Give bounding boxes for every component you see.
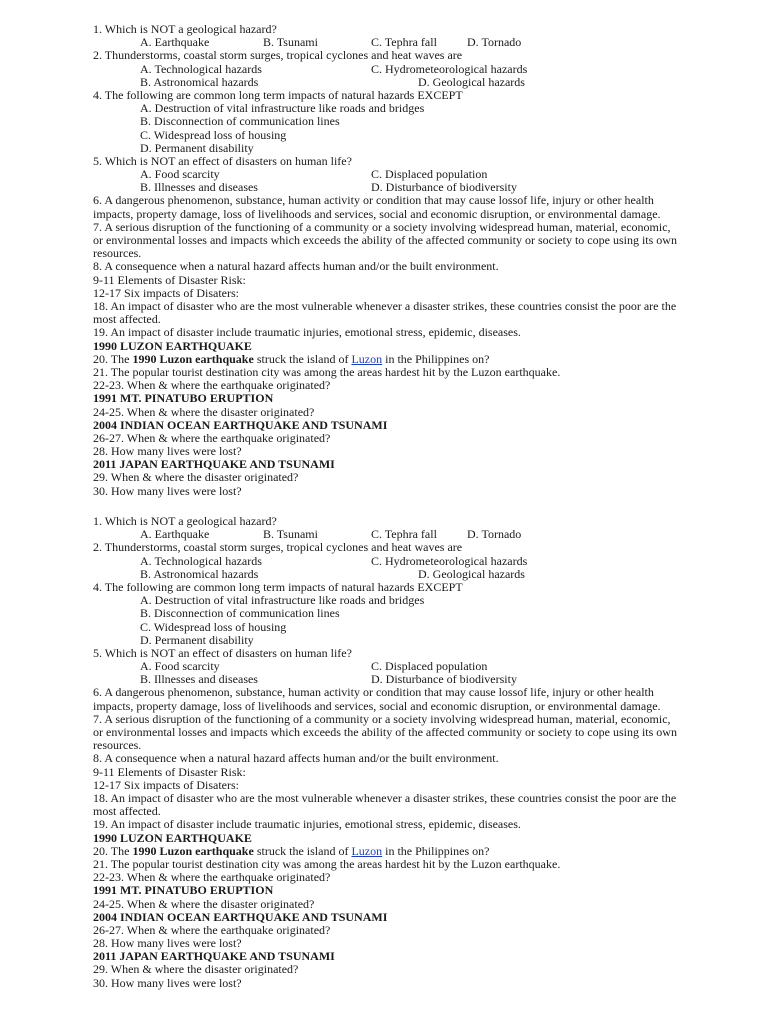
option-a: A. Technological hazards [140, 553, 262, 568]
question-9-11: 9-11 Elements of Disaster Risk: [93, 272, 246, 287]
question-6: 6. A dangerous phenomenon, substance, human activity or condition that may cause lossof life, injury or other health impacts, property damage, loss of livelihoods and services, social and economic disruption, or environmental damage. [93, 193, 661, 221]
heading-1991-pinatubo: 1991 MT. PINATUBO ERUPTION [93, 391, 274, 406]
heading-2011-japan: 2011 JAPAN EARTHQUAKE AND TSUNAMI [93, 949, 335, 964]
option-a: A. Food scarcity [140, 659, 220, 674]
question-2: 2. Thunderstorms, coastal storm surges, tropical cyclones and heat waves are [93, 48, 463, 63]
question-4: 4. The following are common long term impacts of natural hazards EXCEPT [93, 579, 463, 594]
option-d: D. Disturbance of biodiversity [371, 672, 517, 687]
question-19: 19. An impact of disaster include traumatic injuries, emotional stress, epidemic, diseases. [93, 817, 521, 832]
question-1: 1. Which is NOT a geological hazard? [93, 22, 277, 36]
question-20 [93, 845, 678, 858]
question-7: 7. A serious disruption of the functioning of a community or a society involving widespread human, material, economic, or environmental losses and impacts which exceeds the ability of the affected community or society to cope using its own resources. [93, 711, 677, 753]
luzon-link[interactable]: Luzon [351, 843, 383, 858]
question-21: 21. The popular tourist destination city was among the areas hardest hit by the Luzon earthquake. [93, 856, 561, 871]
option-a: A. Earthquake [140, 35, 210, 50]
question-4-option-c [93, 621, 678, 634]
question-12-17: 12-17 Six impacts of Disaters: [93, 285, 239, 300]
question-2-options-row1 [93, 63, 678, 76]
question-28: 28. How many lives were lost? [93, 936, 242, 951]
question-22-23: 22-23. When & where the earthquake originated? [93, 378, 331, 393]
question-5: 5. Which is NOT an effect of disasters on human life? [93, 153, 352, 168]
question-18: 18. An impact of disaster who are the most vulnerable whenever a disaster strikes, these countries consist the poor are the most affected. [93, 299, 677, 327]
option-a: A. Destruction of vital infrastructure like roads and bridges [140, 101, 425, 116]
option-c: C. Hydrometeorological hazards [371, 553, 528, 568]
question-4-option-c [93, 129, 678, 142]
heading-2004-indian-ocean: 2004 INDIAN OCEAN EARTHQUAKE AND TSUNAMI [93, 909, 388, 924]
option-b: B. Illnesses and diseases [140, 180, 258, 195]
question-30: 30. How many lives were lost? [93, 483, 242, 498]
question-4-option-b [93, 607, 678, 620]
heading-1991-pinatubo: 1991 MT. PINATUBO ERUPTION [93, 883, 274, 898]
option-b: B. Tsunami [263, 35, 318, 50]
question-5: 5. Which is NOT an effect of disasters on human life? [93, 645, 352, 660]
question-24-25: 24-25. When & where the disaster originated? [93, 404, 315, 419]
option-b: B. Astronomical hazards [140, 566, 259, 581]
question-29: 29. When & where the disaster originated? [93, 470, 299, 485]
option-b: B. Astronomical hazards [140, 74, 259, 89]
question-22-23: 22-23. When & where the earthquake originated? [93, 870, 331, 885]
q20-middle: struck the island of [253, 351, 352, 366]
question-7: 7. A serious disruption of the functioning of a community or a society involving widespread human, material, economic, or environmental losses and impacts which exceeds the ability of the affected community or society to cope using its own resources. [93, 219, 677, 261]
question-21: 21. The popular tourist destination city was among the areas hardest hit by the Luzon earthquake. [93, 364, 561, 379]
question-9-11: 9-11 Elements of Disaster Risk: [93, 764, 246, 779]
option-d: D. Geological hazards [418, 74, 525, 89]
question-28: 28. How many lives were lost? [93, 444, 242, 459]
question-4-option-d [93, 634, 678, 647]
question-2-options-row2 [93, 76, 678, 89]
question-1: 1. Which is NOT a geological hazard? [93, 514, 277, 528]
q20-suffix: in the Philippines on? [382, 351, 490, 366]
q20-bold: 1990 Luzon earthquake [132, 843, 254, 858]
question-19: 19. An impact of disaster include traumatic injuries, emotional stress, epidemic, diseases. [93, 325, 521, 340]
option-b: B. Disconnection of communication lines [140, 114, 340, 129]
q20-suffix: in the Philippines on? [382, 843, 490, 858]
option-a: A. Earthquake [140, 527, 210, 542]
question-26-27: 26-27. When & where the earthquake originated? [93, 430, 331, 445]
question-12-17: 12-17 Six impacts of Disaters: [93, 777, 239, 792]
option-c: C. Widespread loss of housing [140, 619, 287, 634]
q20-prefix: 20. The [93, 351, 133, 366]
question-2-options-row1 [93, 555, 678, 568]
question-4: 4. The following are common long term impacts of natural hazards EXCEPT [93, 87, 463, 102]
option-d: D. Tornado [467, 527, 522, 542]
option-b: B. Tsunami [263, 527, 318, 542]
question-8: 8. A consequence when a natural hazard affects human and/or the built environment. [93, 259, 499, 274]
option-c: C. Tephra fall [371, 527, 437, 542]
quiz-section-1 [93, 23, 678, 498]
q20-prefix: 20. The [93, 843, 133, 858]
question-8: 8. A consequence when a natural hazard affects human and/or the built environment. [93, 751, 499, 766]
q20-bold: 1990 Luzon earthquake [132, 351, 254, 366]
heading-2011-japan: 2011 JAPAN EARTHQUAKE AND TSUNAMI [93, 457, 335, 472]
option-d: D. Permanent disability [140, 632, 254, 647]
option-c: C. Displaced population [371, 659, 488, 674]
question-2: 2. Thunderstorms, coastal storm surges, tropical cyclones and heat waves are [93, 540, 463, 555]
q20-middle: struck the island of [253, 843, 352, 858]
option-d: D. Tornado [467, 35, 522, 50]
option-a: A. Destruction of vital infrastructure like roads and bridges [140, 593, 425, 608]
question-30: 30. How many lives were lost? [93, 975, 242, 990]
question-6: 6. A dangerous phenomenon, substance, human activity or condition that may cause lossof life, injury or other health impacts, property damage, loss of livelihoods and services, social and economic disruption, or environmental damage. [93, 685, 661, 713]
question-2-options-row2 [93, 568, 678, 581]
question-24-25: 24-25. When & where the disaster originated? [93, 896, 315, 911]
question-29: 29. When & where the disaster originated? [93, 962, 299, 977]
question-4-option-d [93, 142, 678, 155]
option-c: C. Tephra fall [371, 35, 437, 50]
question-26-27: 26-27. When & where the earthquake originated? [93, 922, 331, 937]
option-d: D. Disturbance of biodiversity [371, 180, 517, 195]
option-a: A. Food scarcity [140, 167, 220, 182]
option-c: C. Hydrometeorological hazards [371, 61, 528, 76]
option-d: D. Permanent disability [140, 140, 254, 155]
question-18: 18. An impact of disaster who are the most vulnerable whenever a disaster strikes, these countries consist the poor are the most affected. [93, 791, 677, 819]
heading-1990-luzon: 1990 LUZON EARTHQUAKE [93, 830, 252, 845]
option-b: B. Illnesses and diseases [140, 672, 258, 687]
option-c: C. Widespread loss of housing [140, 127, 287, 142]
option-b: B. Disconnection of communication lines [140, 606, 340, 621]
option-d: D. Geological hazards [418, 566, 525, 581]
heading-1990-luzon: 1990 LUZON EARTHQUAKE [93, 338, 252, 353]
question-4-option-b [93, 115, 678, 128]
luzon-link[interactable]: Luzon [351, 351, 383, 366]
option-a: A. Technological hazards [140, 61, 262, 76]
quiz-section-2 [93, 515, 678, 990]
option-c: C. Displaced population [371, 167, 488, 182]
heading-2004-indian-ocean: 2004 INDIAN OCEAN EARTHQUAKE AND TSUNAMI [93, 417, 388, 432]
question-20 [93, 353, 678, 366]
